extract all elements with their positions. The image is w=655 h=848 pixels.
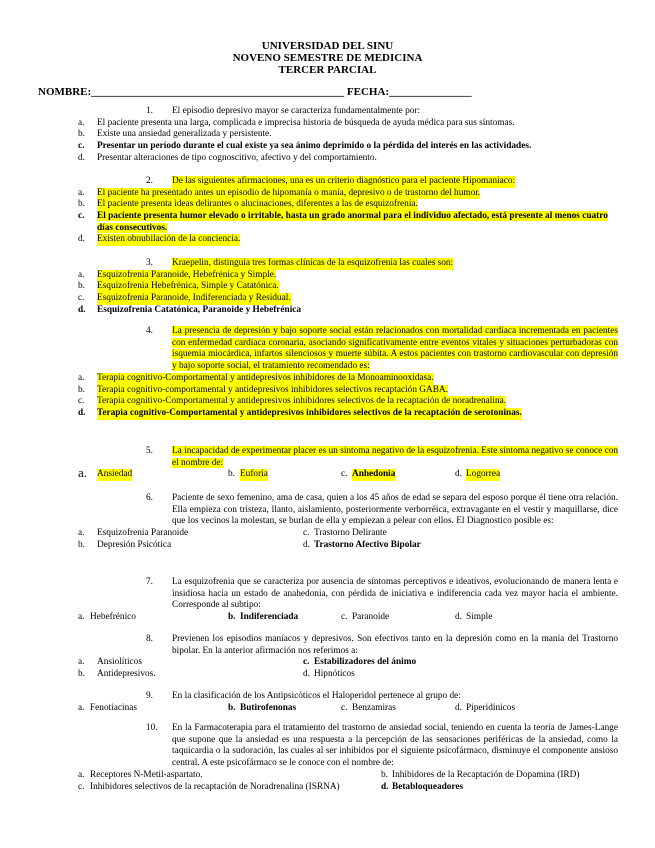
question-text: En la clasificación de los Antipsicóticos el Haloperidol pertenece al grupo de:: [172, 691, 461, 701]
option-c[interactable]: c. Esquizofrenia Paranoide, Indiferenciada y Residual.: [78, 293, 291, 304]
question-text: Previenen los episodios maníacos y depresivos. Son efectivos tanto en la depresión como en la manía del Trastorno bipolar. En la anterior afirmación nos referimos a:: [172, 634, 618, 656]
option-b[interactable]: Butirofenonas: [240, 702, 297, 713]
option-c[interactable]: Anhedonia: [352, 469, 396, 480]
question-text: De las siguientes afirmaciones, una es un criterio diagnóstico para el paciente Hipomaníaco:: [172, 176, 516, 186]
question-8: 8. Previenen los episodios maníacos y depresivos. Son efectivos tanto en la depresión como en la manía del Trastorno bipolar. En la anterior afirmación nos referimos a: a. Ansiolíticos c. Estabilizadores del ánimo b. Antidepresivos. d. Hipnóticos: [78, 634, 618, 680]
option-c[interactable]: Benzamiras: [352, 702, 396, 713]
option-b[interactable]: Euforia: [240, 469, 268, 480]
semester-title: NOVENO SEMESTRE DE MEDICINA: [232, 52, 423, 64]
exam-title: TERCER PARCIAL: [278, 64, 377, 76]
question-3: [0, 258, 655, 316]
option-d-letter: d.: [455, 469, 462, 480]
option-c[interactable]: Trastorno Delirante: [314, 528, 387, 539]
option-b[interactable]: Depresión Psicótica: [97, 539, 172, 550]
question-text: La presencia de depresión y bajo soporte social están relacionados con mortalidad cardíaca incrementada en pacientes con enfermedad cardíaca coronaria, asociando significativamente entre eventos vitales y situaciones perturbadoras con isquemia miocárdica, infartos silenciosos y muerte súbita. A estos pacientes con trastorno cardiovascular con depresión y bajo soporte social, el tratamiento recomendado es:: [172, 326, 618, 372]
question-number: 10.: [146, 723, 158, 733]
option-a[interactable]: Ansiedad: [97, 469, 133, 480]
option-c-letter: c.: [341, 469, 348, 480]
option-a[interactable]: Ansiolíticos: [97, 657, 142, 668]
option-c[interactable]: c. El paciente presenta humor elevado o irritable, hasta un grado anormal para el individuo afectado, está presente al menos cuatro días consecutivos.: [78, 211, 608, 233]
option-a-letter: a.: [78, 465, 88, 481]
question-number: 3.: [146, 258, 153, 268]
option-b[interactable]: Antidepresivos.: [97, 669, 156, 680]
option-d[interactable]: Hipnóticos: [314, 669, 355, 680]
option-d[interactable]: Logorrea: [466, 469, 501, 480]
option-b[interactable]: Indiferenciada: [240, 612, 299, 623]
question-10: 10. En la Farmacoterapia para el tratamiento del trastorno de ansiedad social, teniendo en cuenta la teoría de James-Lange que supone que la ansiedad es una respuesta a la percepción de las sensaciones periféricas de la ansiedad, como la taquicardia o la sudoración, las cuales al ser inhibidos por el siguiente psicofármaco, disminuye el componente ansioso central. A este psicofármaco se le conoce con el nombre de: a. Receptores N-Metil-aspartato. b. Inhibidores de la Recaptación de Dopamina (IRD) c. Inhibidores selectivos de la recaptación de Noradrenalina (ISRNA) d. Betabloqueadores: [78, 723, 618, 792]
option-b-letter: b.: [228, 469, 235, 480]
question-number: 7.: [146, 577, 153, 587]
question-number: 5.: [146, 446, 153, 456]
option-a[interactable]: Esquizofrenia Paranoide: [97, 528, 189, 539]
question-number: 9.: [146, 691, 153, 701]
university-title: UNIVERSIDAD DEL SINU: [261, 40, 394, 52]
question-text: Paciente de sexo femenino, ama de casa, quien a los 45 años de edad se separa del esposo porque él tiene otra relación. Ella empieza con tristeza, llanto, aislamiento, posteriormente verborréica, extravagante en el vestir y maquillarse, dice que los vecinos la molestan, se burlan de ella y empiezan a pelear con ellos. El Diagnostico posible es:: [172, 493, 618, 527]
question-number: 6.: [146, 493, 153, 503]
option-d[interactable]: Trastorno Afectivo Bipolar: [314, 539, 421, 550]
option-d[interactable]: Piperidínicos: [466, 702, 516, 713]
option-c[interactable]: Estabilizadores del ánimo: [314, 657, 417, 668]
question-text: El episodio depresivo mayor se caracteriza fundamentalmente por:: [172, 106, 421, 116]
option-c[interactable]: Paranoide: [352, 612, 390, 623]
option-c[interactable]: c. Terapia cognitivo-Comportamental y antidepresivos inhibidores selectivos de la recaptación de noradrenalina.: [78, 396, 507, 407]
option-d[interactable]: Simple: [466, 612, 493, 623]
option-a[interactable]: a. El paciente presenta una larga, complicada e imprecisa historia de búsqueda de ayuda médica para sus síntomas.: [78, 117, 515, 128]
option-b[interactable]: b. Existe una ansiedad generalizada y persistente.: [78, 129, 272, 140]
question-text: Kraepelin, distinguía tres formas clínicas de la esquizofrenia las cuales son:: [172, 258, 454, 268]
option-d[interactable]: d. Esquizofrenia Catatónica, Paranoide y Hebefrénica: [78, 304, 302, 315]
option-c[interactable]: c. Presentar un período durante el cual existe ya sea ánimo deprimido o la pérdida del interés en las actividades.: [78, 141, 532, 152]
question-1: [0, 106, 655, 164]
question-9: 9. En la clasificación de los Antipsicóticos el Haloperidol pertenece al grupo de: a. Fenotiacinas b. Butirofenonas c. Benzamiras d. Piperidínicos: [78, 691, 516, 713]
option-b[interactable]: b. El paciente presenta ideas delirantes o alucinaciones, diferentes a las de esquizofrenia.: [78, 199, 418, 210]
question-text: La incapacidad de experimentar placer es un síntoma negativo de la esquizofrenia. Este síntoma negativo se conoce con el nombre de:: [172, 446, 618, 468]
option-a[interactable]: a. El paciente ha presentado antes un episodio de hipomanía o manía, depresivo o de trastorno del humor.: [78, 187, 481, 198]
question-text: La esquizofrenia que se caracteriza por ausencia de síntomas perceptivos e ideativos, evolucionando de manera lenta e insidiosa hacia un estado de anahedonia, con pérdida de iniciativa e indiferencia cada vez mayor hacia el ambiente. Corresponde al subtipo:: [172, 577, 618, 611]
question-4: [0, 326, 655, 420]
option-a[interactable]: a. Esquizofrenia Paranoide, Hebefrénica y Simple.: [78, 269, 277, 280]
option-d[interactable]: d. Terapia cognitivo-Comportamental y antidepresivos inhibidores selectivos de la recaptación de serotoninas.: [78, 407, 522, 418]
option-b[interactable]: b. Esquizofrenia Hebefrénica, Simple y Catatónica.: [78, 281, 279, 292]
option-b[interactable]: b. Terapia cognitivo-comportamental y antidepresivos inhibidores selectivos recaptación GABA.: [78, 384, 448, 395]
question-number: 1.: [146, 106, 153, 116]
question-7: 7. La esquizofrenia que se caracteriza por ausencia de síntomas perceptivos e ideativos, evolucionando de manera lenta e insidiosa hacia un estado de anahedonia, con pérdida de iniciativa e indiferencia cada vez mayor hacia el ambiente. Corresponde al subtipo: a. Hebefrénico b. Indiferenciada c. Paranoide d. Simple: [78, 577, 618, 623]
option-a[interactable]: Receptores N-Metil-aspartato.: [90, 769, 203, 780]
question-2: [0, 176, 655, 246]
option-d[interactable]: d. Presentar alteraciones de tipo cognoscitivo, afectivo y del comportamiento.: [78, 152, 377, 163]
question-number: 8.: [146, 634, 153, 644]
name-date-line: NOMBRE:______________________________________________ FECHA:_______________: [38, 86, 472, 98]
option-a[interactable]: Hebefrénico: [90, 612, 136, 623]
option-b[interactable]: Inhibidores de la Recaptación de Dopamina (IRD): [392, 769, 580, 780]
question-number: 2.: [146, 176, 153, 186]
question-text: En la Farmacoterapia para el tratamiento del trastorno de ansiedad social, teniendo en cuenta la teoría de James-Lange que supone que la ansiedad es una respuesta a la percepción de las sensaciones periféricas de la ansiedad, como la taquicardia o la sudoración, las cuales al ser inhibidos por el siguiente psicofármaco, disminuye el componente ansioso central. A este psicofármaco se le conoce con el nombre de:: [172, 723, 618, 769]
question-number: 4.: [146, 326, 153, 336]
question-6: 6. Paciente de sexo femenino, ama de casa, quien a los 45 años de edad se separa del esposo porque él tiene otra relación. Ella empieza con tristeza, llanto, aislamiento, posteriormente verborréica, extravagante en el vestir y maquillarse, dice que los vecinos la molestan, se burlan de ella y empiezan a pelear con ellos. El Diagnostico posible es: a. Esquizofrenia Paranoide c. Trastorno Delirante b. Depresión Psicótica d. Trastorno Afectivo Bipolar: [78, 493, 618, 550]
option-c[interactable]: Inhibidores selectivos de la recaptación de Noradrenalina (ISRNA): [90, 781, 340, 792]
option-d[interactable]: d. Existen obnubilación de la conciencia.: [78, 234, 241, 245]
option-d[interactable]: Betabloqueadores: [392, 781, 464, 792]
option-a[interactable]: Fenotiacinas: [90, 702, 137, 713]
question-5: [0, 446, 655, 483]
option-a[interactable]: a. Terapia cognitivo-Comportamental y antidepresivos inhibidores de la Monoaminooxidasa.: [78, 372, 434, 383]
